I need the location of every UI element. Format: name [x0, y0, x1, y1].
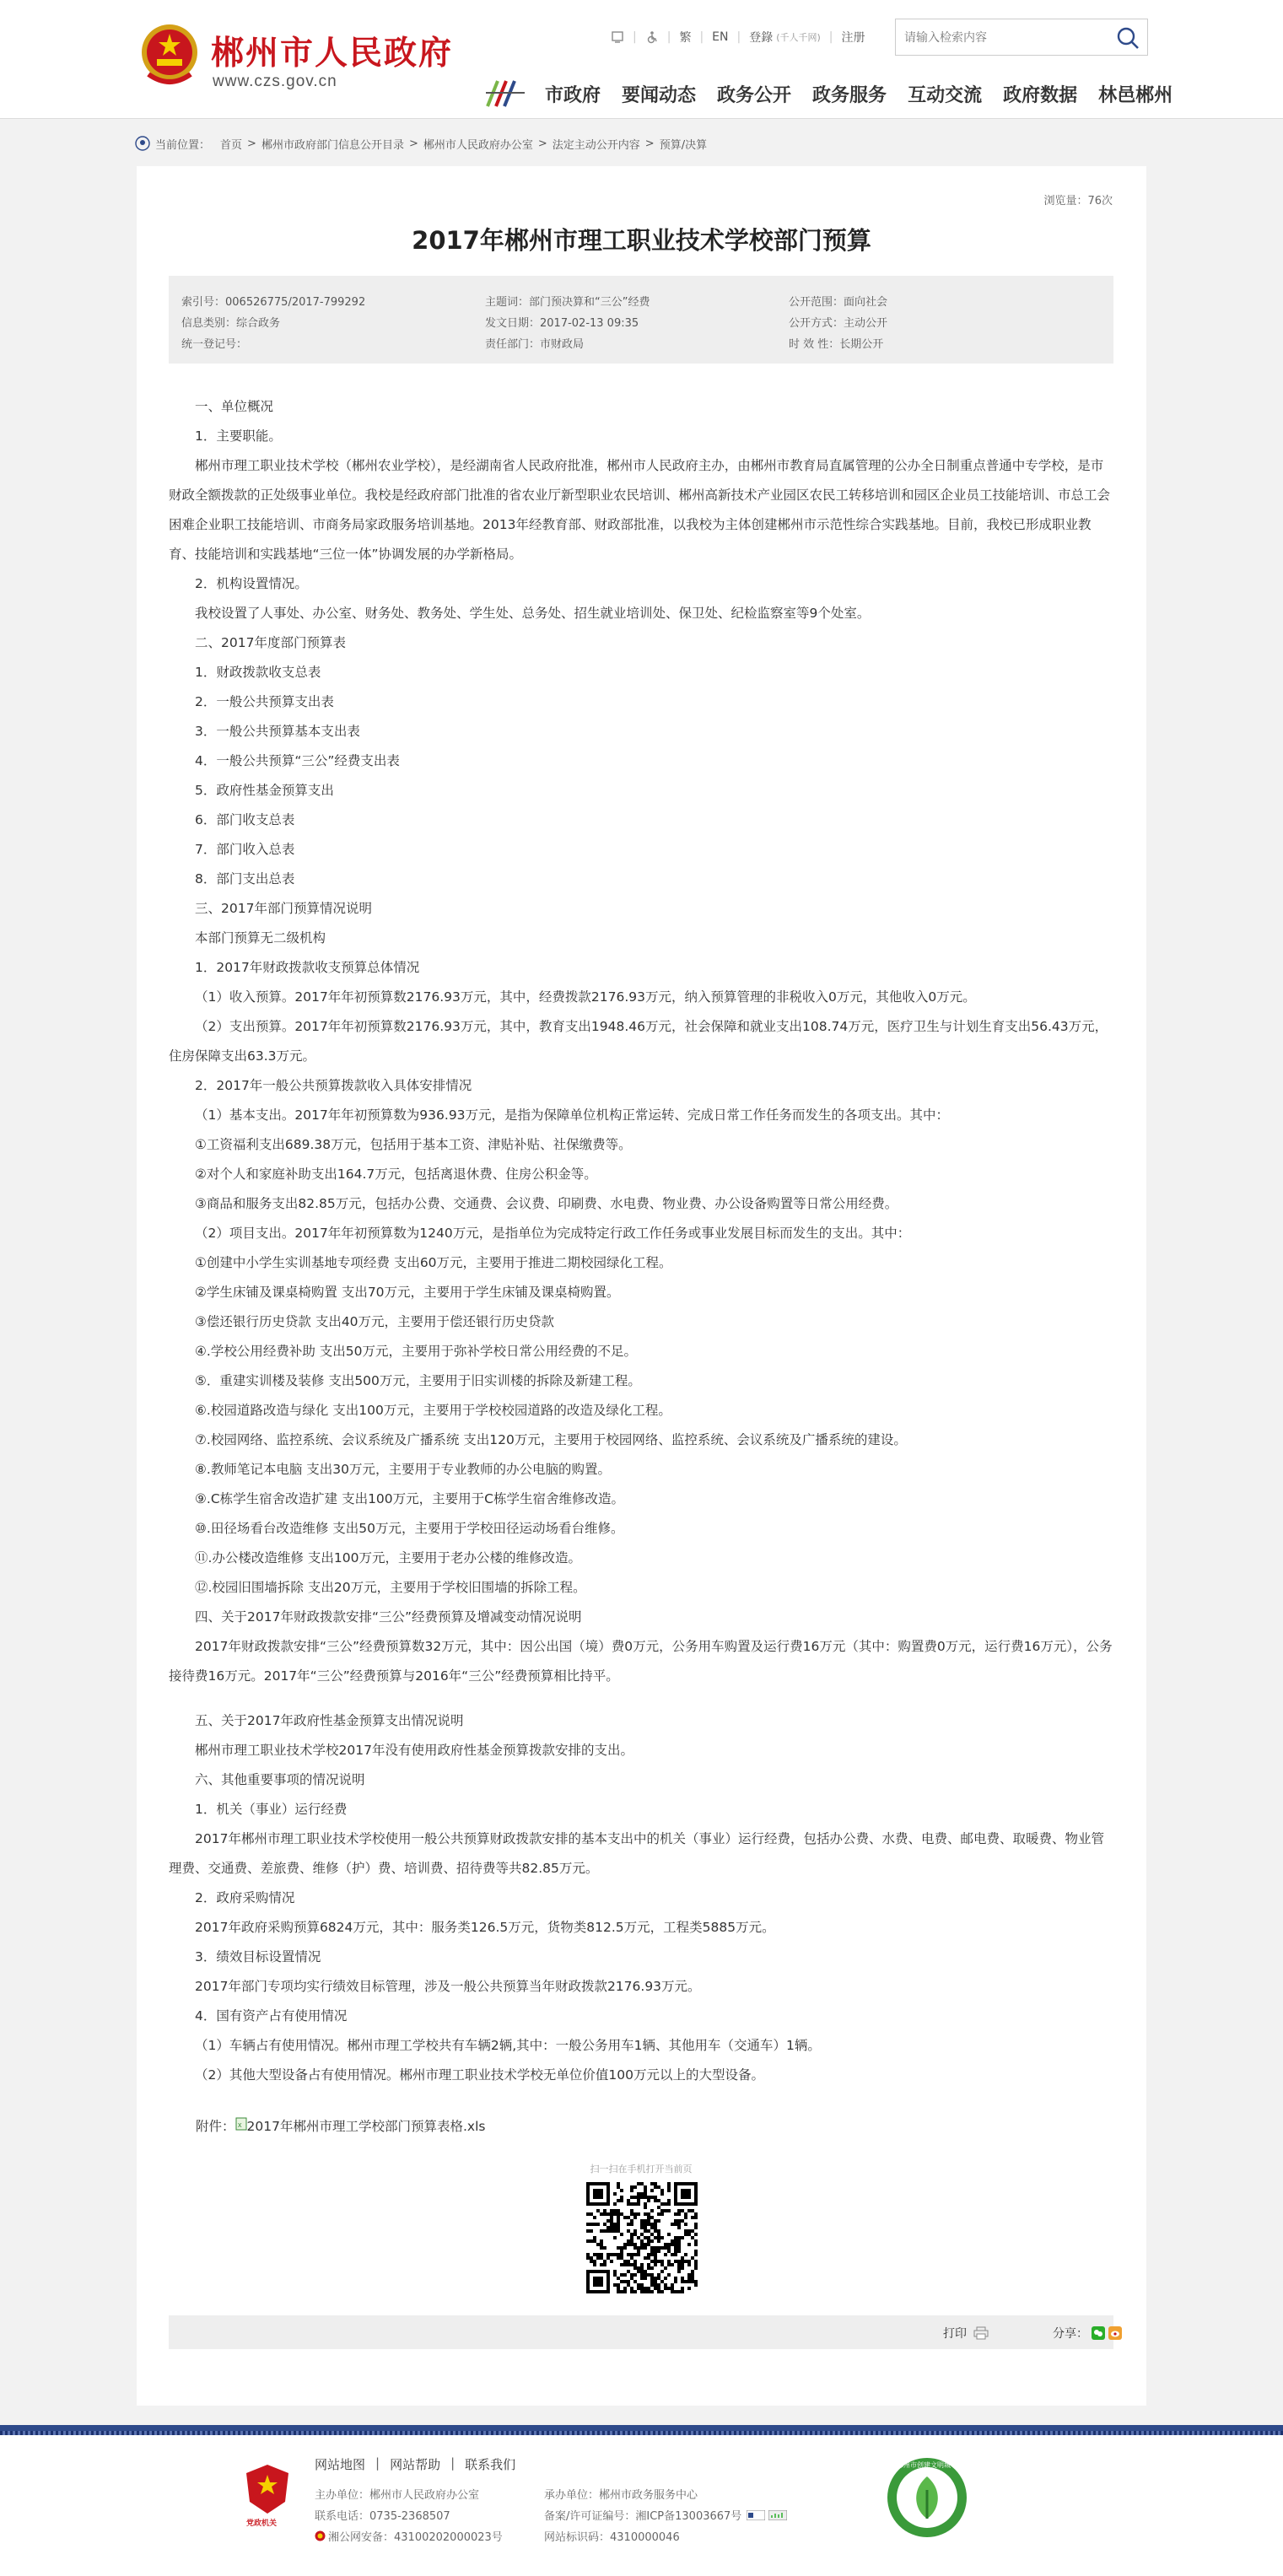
article-paragraph: ①创建中小学生实训基地专项经费 支出60万元，主要用于推进二期校园绿化工程。	[195, 1255, 672, 1270]
qr-label: 扫一扫在手机打开当前页	[590, 2164, 693, 2175]
site-title[interactable]: 郴州市人民政府	[211, 35, 454, 73]
article-paragraph: 六、其他重要事项的情况说明	[195, 1772, 365, 1787]
article-paragraph: 3．绩效目标设置情况	[195, 1949, 321, 1964]
wheelchair-icon[interactable]	[645, 30, 659, 44]
share-area	[1053, 2325, 1122, 2342]
article-paragraph: 2017年政府采购预算6824万元，其中：服务类126.5万元，货物类812.5万元，工程类5885万元。	[195, 1920, 775, 1935]
article-paragraph: （1）基本支出。2017年年初预算数为936.93万元，是指为保障单位机构正常运转、完成日常工作任务而发生的各项支出。其中：	[195, 1107, 950, 1123]
article-paragraph: ⑥.校园道路改造与绿化 支出100万元，主要用于学校校园道路的改造及绿化工程。	[195, 1403, 671, 1418]
article-paragraph: 7．部门收入总表	[195, 842, 295, 857]
footer-link-contact[interactable]: 联系我们	[465, 2457, 516, 2472]
breadcrumb: 当前位置： 首页 > 郴州市政府部门信息公开目录 > 郴州市人民政府办公室 > 法定主动公开内容 > 预算/决算	[135, 131, 707, 156]
article-paragraph: 2．一般公共预算支出表	[195, 694, 334, 709]
footer-icp-text[interactable]: 备案/许可证编号：湘ICP备13003667号	[544, 2510, 742, 2523]
footer-icp	[544, 2507, 787, 2523]
printer-icon	[973, 2326, 989, 2340]
breadcrumb-label: 当前位置：	[155, 138, 211, 152]
meta-index-no: 索引号：006526775/2017-799292	[181, 296, 366, 309]
article-paragraph: 5．政府性基金预算支出	[195, 783, 334, 798]
main-nav	[545, 81, 1172, 107]
article-paragraph: （1）收入预算。2017年年初预算数2176.93万元，其中，经费拨款2176.93万元，纳入预算管理的非税收入0万元，其他收入0万元。	[195, 989, 976, 1005]
article-paragraph: ②学生床铺及课桌椅购置 支出70万元，主要用于学生床铺及课桌椅购置。	[195, 1285, 620, 1300]
article-paragraph: ④.学校公用经费补助 支出50万元，主要用于弥补学校日常公用经费的不足。	[195, 1344, 637, 1359]
breadcrumb-directory[interactable]: 郴州市政府部门信息公开目录	[261, 138, 404, 152]
article-paragraph: 1．财政拨款收支总表	[195, 665, 321, 680]
attachment-link[interactable]: 2017年郴州市理工学校部门预算表格.xls	[246, 2119, 486, 2134]
site-footer	[0, 2425, 1283, 2576]
article-paragraph: 2．政府采购情况	[195, 1890, 295, 1905]
article-paragraph: ⑫.校园旧围墙拆除 支出20万元，主要用于学校旧围墙的拆除工程。	[195, 1580, 586, 1595]
english-link[interactable]: EN	[712, 30, 729, 44]
search-input[interactable]	[904, 27, 1107, 47]
footer-police-text[interactable]: 湘公网安备：43100202000023号	[328, 2531, 503, 2544]
article-paragraph: ③商品和服务支出82.85万元，包括办公费、交通费、会议费、印刷费、水电费、物业费、办公设备购置等日常公用经费。	[195, 1196, 898, 1211]
meta-subject: 主题词：部门预决算和“三公”经费	[485, 296, 650, 309]
excel-file-icon	[235, 2117, 247, 2134]
print-label: 打印	[943, 2327, 967, 2341]
article-paragraph: （2）支出预算。2017年年初预算数2176.93万元，其中，教育支出1948.46万元，社会保障和就业支出108.74万元，医疗卫生与计划生育支出56.43万元，住房保障支出63.3万元。	[169, 1019, 1108, 1064]
article-paragraph: （2）项目支出。2017年年初预算数为1240万元，是指单位为完成特定行政工作任务或事业发展目标而发生的支出。其中：	[195, 1226, 911, 1241]
article-paragraph: 4．国有资产占有使用情况	[195, 2008, 348, 2024]
article-paragraph: 五、关于2017年政府性基金预算支出情况说明	[195, 1713, 464, 1728]
meta-code: 统一登记号：	[181, 338, 248, 351]
article-paragraph: ⑪.办公楼改造维修 支出100万元，主要用于老办公楼的维修改造。	[195, 1550, 581, 1566]
article-paragraph: 一、单位概况	[195, 399, 274, 414]
article-paragraph: ⑤．重建实训楼及装修 支出500万元，主要用于旧实训楼的拆除及新建工程。	[195, 1373, 641, 1388]
nav-item-government[interactable]: 市政府	[545, 85, 601, 106]
nav-item-public-affairs[interactable]: 政务公开	[717, 85, 792, 106]
article-paragraph: 2017年财政拨款安排“三公”经费预算数32万元，其中：因公出国（境）费0万元，公务用车购置及运行费16万元（其中：购置费0万元，运行费16万元），公务接待费16万元。2017年“三公”经费预算与2016年“三公”经费预算相比持平。	[169, 1639, 1113, 1684]
footer-link-help[interactable]: 网站帮助	[390, 2457, 441, 2472]
article-paragraph: ⑦.校园网络、监控系统、会议系统及广播系统 支出120万元，主要用于校园网络、监控系统、会议系统及广播系统的建设。	[195, 1432, 907, 1447]
search-box	[895, 19, 1148, 56]
article-container	[137, 166, 1146, 2406]
article-paragraph: 8．部门支出总表	[195, 871, 295, 887]
attachment-label: 附件：	[196, 2119, 235, 2134]
party-government-label: 党政机关	[246, 2519, 278, 2528]
wechat-share-icon[interactable]	[1092, 2326, 1105, 2340]
qr-code-icon	[586, 2182, 698, 2293]
article-paragraph: 6．部门收支总表	[195, 812, 295, 827]
meta-scope: 公开范围：面向社会	[789, 296, 888, 309]
breadcrumb-budget[interactable]: 预算/决算	[659, 138, 708, 152]
article-paragraph: 本部门预算无二级机构	[195, 930, 326, 946]
breadcrumb-office[interactable]: 郴州市人民政府办公室	[423, 138, 533, 152]
accessibility-reading-icon[interactable]	[611, 30, 624, 44]
view-count: 浏览量：76次	[1043, 195, 1113, 207]
login-note: (千人千网)	[776, 32, 821, 43]
svg-text:x: x	[237, 2121, 242, 2129]
cnzz-icon[interactable]	[747, 2510, 765, 2520]
police-badge-icon	[315, 2530, 326, 2541]
article-paragraph: 2017年郴州市理工职业技术学校使用一般公共预算财政拨款安排的基本支出中的机关（事业）运行经费，包括办公费、水费、电费、邮电费、取暖费、物业管理费、交通费、差旅费、维修（护）费、培训费、招待费等共82.85万元。	[169, 1831, 1104, 1876]
civilized-city-badge-icon[interactable]	[886, 2456, 968, 2539]
badge-text: 郴州市创建文明城市	[897, 2461, 957, 2469]
nav-item-news[interactable]: 要闻动态	[622, 85, 697, 106]
nav-item-interaction[interactable]: 互动交流	[908, 85, 983, 106]
weibo-share-icon[interactable]	[1108, 2326, 1122, 2340]
article-paragraph: 四、关于2017年财政拨款安排“三公”经费预算及增减变动情况说明	[195, 1609, 582, 1625]
attachment	[196, 2116, 485, 2135]
print-button[interactable]	[943, 2325, 989, 2342]
article-paragraph: ⑧.教师笔记本电脑 支出30万元，主要用于专业教师的办公电脑的购置。	[195, 1462, 611, 1477]
meta-validity: 时 效 性：长期公开	[789, 338, 884, 351]
article-paragraph: （2）其他大型设备占有使用情况。郴州市理工职业技术学校无单位价值100万元以上的大型设备。	[195, 2067, 764, 2083]
nav-item-city[interactable]: 林邑郴州	[1098, 85, 1173, 106]
article-body	[169, 392, 1114, 2090]
site-header	[0, 0, 1283, 119]
article-paragraph: 郴州市理工职业技术学校（郴州农业学校），是经湖南省人民政府批准，郴州市人民政府主办，由郴州市教育局直属管理的公办全日制重点普通中专学校，是市财政全额拨款的正处级事业单位。我校是经政府部门批准的省农业厅新型职业农民培训、郴州高新技术产业园区农民工转移培训和园区企业员工技能培训、市总工会困难企业职工技能培训、市商务局家政服务培训基地。2013年经教育部、财政部批准，以我校为主体创建郴州市示范性综合实践基地。目前，我校已形成职业教育、技能培训和实践基地“三位一体”协调发展的办学新格局。	[169, 458, 1111, 562]
footer-contact: 联系电话：0735-2368507	[315, 2510, 450, 2523]
article-paragraph: 二、2017年度部门预算表	[195, 635, 346, 650]
article-paragraph: ②对个人和家庭补助支出164.7万元，包括离退休费、住房公积金等。	[195, 1167, 597, 1182]
article-paragraph: 2．2017年一般公共预算拨款收入具体安排情况	[195, 1078, 472, 1093]
article-paragraph: ⑩.田径场看台改造维修 支出50万元，主要用于学校田径运动场看台维修。	[195, 1521, 624, 1536]
nav-item-data[interactable]: 政府数据	[1003, 85, 1078, 106]
article-paragraph: 2．机构设置情况。	[195, 576, 308, 591]
login-link[interactable]: 登錄	[749, 31, 774, 45]
top-links: | | 繁 | EN | 登錄 (千人千网) | 注册	[611, 29, 865, 46]
breadcrumb-statutory[interactable]: 法定主动公开内容	[552, 138, 640, 152]
footer-link-sitemap[interactable]: 网站地图	[315, 2457, 366, 2472]
footer-police	[315, 2528, 503, 2544]
article-paragraph: 2017年部门专项均实行绩效目标管理，涉及一般公共预算当年财政拨款2176.93万元。	[195, 1979, 701, 1994]
article-paragraph: （1）车辆占有使用情况。郴州市理工学校共有车辆2辆,其中：一般公务用车1辆、其他用车（交通车）1辆。	[195, 2038, 821, 2053]
party-government-emblem-icon[interactable]	[245, 2463, 290, 2515]
article-paragraph: 郴州市理工职业技术学校2017年没有使用政府性基金预算拨款安排的支出。	[195, 1743, 633, 1758]
meta-dept: 责任部门：市财政局	[485, 338, 585, 351]
search-icon[interactable]	[1115, 25, 1140, 51]
article-paragraph: ⑨.C栋学生宿舍改造扩建 支出100万元，主要用于C栋学生宿舍维修改造。	[195, 1491, 624, 1506]
footer-links: 网站地图 | 网站帮助 | 联系我们	[315, 2455, 516, 2472]
nav-item-services[interactable]: 政务服务	[812, 85, 887, 106]
article-paragraph: 1．机关（事业）运行经费	[195, 1802, 348, 1817]
article-paragraph: 三、2017年部门预算情况说明	[195, 901, 372, 916]
article-paragraph: 1．2017年财政拨款收支预算总体情况	[195, 960, 420, 975]
footer-host: 主办单位：郴州市人民政府办公室	[315, 2489, 480, 2502]
meta-method: 公开方式：主动公开	[789, 317, 888, 330]
nav-logo-icon	[484, 78, 528, 108]
article-paragraph: ①工资福利支出689.38万元，包括用于基本工资、津贴补贴、社保缴费等。	[195, 1137, 632, 1152]
article-paragraph: 1．主要职能。	[195, 428, 282, 444]
article-paragraph: 4．一般公共预算“三公”经费支出表	[195, 753, 400, 768]
footer-site-code: 网站标识码：4310000046	[544, 2531, 680, 2544]
site-url: www.czs.gov.cn	[213, 73, 337, 90]
page-title: 2017年郴州市理工职业技术学校部门预算	[412, 226, 871, 255]
register-link[interactable]: 注册	[841, 31, 865, 45]
location-pin-icon	[135, 136, 150, 151]
national-emblem-icon[interactable]	[140, 22, 199, 88]
article-paragraph: 我校设置了人事处、办公室、财务处、教务处、学生处、总务处、招生就业培训处、保卫处、纪检监察室等9个处室。	[195, 606, 871, 621]
traditional-chinese-link[interactable]: 繁	[679, 31, 692, 45]
metadata-table	[169, 276, 1113, 364]
article-toolbar	[169, 2315, 1113, 2349]
footer-organizer: 承办单位：郴州市政务服务中心	[544, 2489, 698, 2502]
meta-date: 发文日期：2017-02-13 09:35	[485, 317, 639, 330]
article-paragraph: ③偿还银行历史贷款 支出40万元，主要用于偿还银行历史贷款	[195, 1314, 555, 1329]
stats-icon[interactable]	[768, 2510, 787, 2520]
breadcrumb-home[interactable]: 首页	[220, 138, 243, 152]
share-label: 分享：	[1053, 2327, 1088, 2341]
meta-category: 信息类别：综合政务	[181, 317, 281, 330]
article-paragraph: 3．一般公共预算基本支出表	[195, 724, 360, 739]
